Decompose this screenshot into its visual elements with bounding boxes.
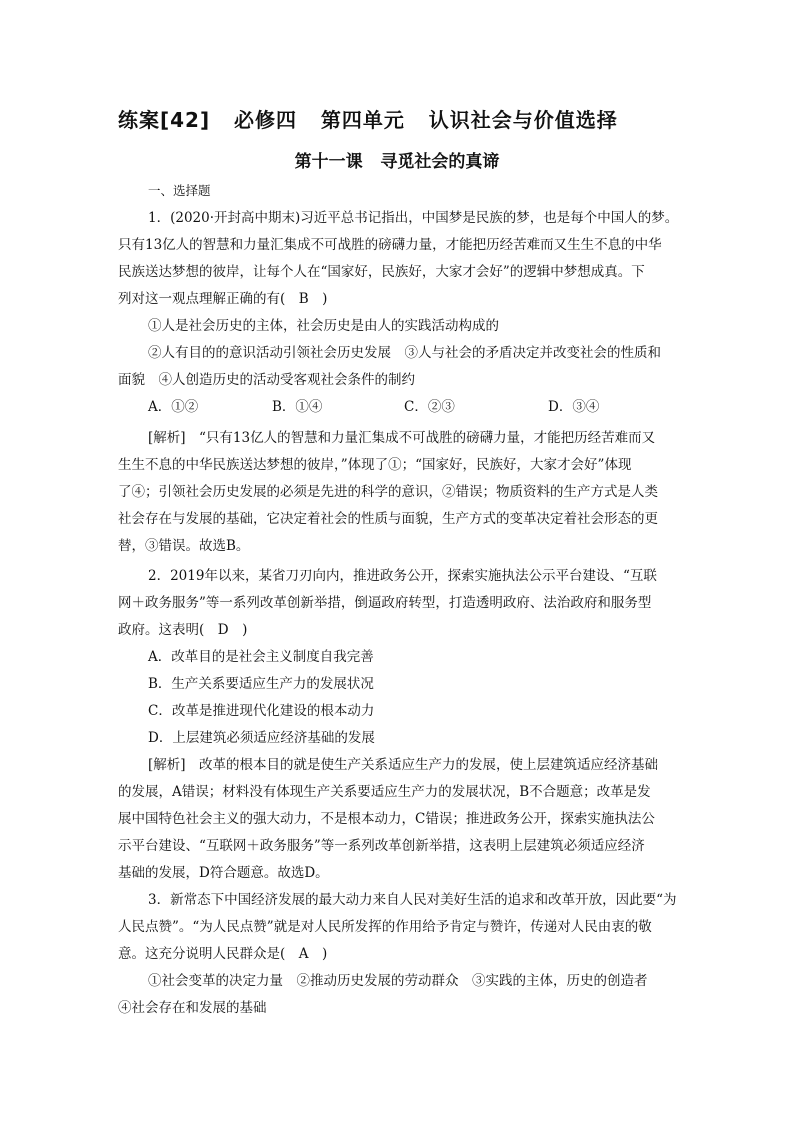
q1-stem-line: 1．(2020·开封高中期末)习近平总书记指出，中国梦是民族的梦，也是每个中国人的梦。 <box>148 210 679 226</box>
section-heading: 一、选择题 <box>148 183 211 198</box>
q1-option-d: D．③④ <box>548 399 600 415</box>
q1-analysis-line: [解析] “只有13亿人的智慧和力量汇集成不可战胜的磅礴力量，才能把历经苦难而又 <box>148 430 656 446</box>
q1-stem-line: 民族送达梦想的彼岸，让每个人在“国家好，民族好，大家才会好”的逻辑中梦想成真。下 <box>118 264 645 280</box>
q1-analysis-line: 生生不息的中华民族送达梦想的彼岸，”体现了①；“国家好，民族好，大家才会好”体现 <box>118 457 632 473</box>
q2-analysis-line: 示平台建设、“互联网＋政务服务”等一系列改革创新举措，这表明上层建筑必须适应经济 <box>118 838 645 854</box>
q3-stem-line: 3．新常态下中国经济发展的最大动力来自人民对美好生活的追求和改革开放，因此要“为 <box>148 892 677 908</box>
q2-option-b: B．生产关系要适应生产力的发展状况 <box>148 676 374 692</box>
q1-option-a: A．①② <box>148 399 199 415</box>
page-title: 练案[42] 必修四 第四单元 认识社会与价值选择 <box>118 108 618 132</box>
q2-stem-line: 网＋政务服务”等一系列改革创新举措，倒逼政府转型，打造透明政府、法治政府和服务型 <box>118 595 652 611</box>
q2-stem-line: 2．2019年以来，某省刀刃向内，推进政务公开，探索实施执法公示平台建设、“互联 <box>148 568 657 584</box>
q3-stem-line: 人民点赞”。“为人民点赞”就是对人民所发挥的作用给予肯定与赞许，传递对人民由衷的敬 <box>118 919 652 935</box>
q1-option-b: B．①④ <box>272 399 323 415</box>
q2-analysis-line: [解析] 改革的根本目的就是使生产关系适应生产力的发展，使上层建筑适应经济基础 <box>148 757 659 773</box>
q1-stem-line: 只有13亿人的智慧和力量汇集成不可战胜的磅礴力量，才能把历经苦难而又生生不息的中华 <box>118 237 662 253</box>
q1-analysis-line: 替，③错误。故选B。 <box>118 538 250 554</box>
q1-option-c: C．②③ <box>404 399 455 415</box>
q2-analysis-line: 基础的发展，D符合题意。故选D。 <box>118 865 329 881</box>
q1-item-line: ①人是社会历史的主体，社会历史是由人的实践活动构成的 <box>148 318 499 334</box>
lesson-title: 第十一课 寻觅社会的真谛 <box>294 152 500 172</box>
q2-option-a: A．改革目的是社会主义制度自我完善 <box>148 649 374 665</box>
q1-analysis-line: 社会存在与发展的基础，它决定着社会的性质与面貌，生产方式的变革决定着社会形态的更 <box>118 511 658 527</box>
q2-option-d: D．上层建筑必须适应经济基础的发展 <box>148 730 375 746</box>
q3-stem-line: 意。这充分说明人民群众是( A ) <box>118 946 328 962</box>
q1-item-line: 面貌 ④人创造历史的活动受客观社会条件的制约 <box>118 372 415 388</box>
q2-analysis-line: 展中国特色社会主义的强大动力，不是根本动力，C错误；推进政务公开，探索实施执法公 <box>118 811 655 827</box>
q1-item-line: ②人有目的的意识活动引领社会历史发展 ③人与社会的矛盾决定并改变社会的性质和 <box>148 345 661 361</box>
q3-item-line: ①社会变革的决定力量 ②推动历史发展的劳动群众 ③实践的主体，历史的创造者 <box>148 973 648 989</box>
q3-item-line: ④社会存在和发展的基础 <box>118 1000 267 1016</box>
q1-stem-line: 列对这一观点理解正确的有( B ) <box>118 291 328 307</box>
q2-option-c: C．改革是推进现代化建设的根本动力 <box>148 703 375 719</box>
q1-analysis-line: 了④；引领社会历史发展的必须是先进的科学的意识，②错误；物质资料的生产方式是人类 <box>118 484 658 500</box>
q2-analysis-line: 的发展，A错误；材料没有体现生产关系要适应生产力的发展状况，B不合题意；改革是发 <box>118 784 651 800</box>
q2-stem-line: 政府。这表明( D ) <box>118 622 248 638</box>
